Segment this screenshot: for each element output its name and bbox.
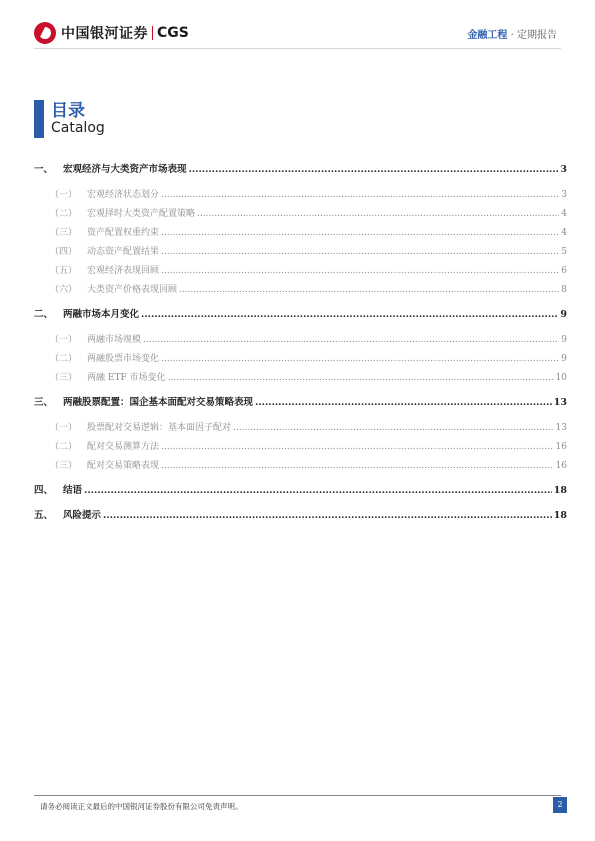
toc-subsection-entry[interactable] xyxy=(34,326,567,345)
toc-number: 二、 xyxy=(34,309,54,320)
logo-english-name: CGS xyxy=(157,25,189,41)
catalog-title-en: Catalog xyxy=(51,120,105,136)
toc-leader-dots xyxy=(168,373,554,383)
toc-page-number: 8 xyxy=(561,285,567,295)
toc-leader-dots xyxy=(233,423,554,433)
toc-page-number: 4 xyxy=(561,209,567,219)
toc-number: （二） xyxy=(50,209,78,219)
toc-number: 一、 xyxy=(34,164,54,175)
footer-disclaimer: 请务必阅读正文最后的中国银河证券股份有限公司免责声明。 xyxy=(40,802,243,811)
toc-leader-dots xyxy=(161,266,559,276)
toc-section-entry[interactable] xyxy=(34,301,567,320)
toc-label: 宏观经济与大类资产市场表现 xyxy=(63,164,187,175)
toc-number: （三） xyxy=(50,228,78,238)
toc-number: （二） xyxy=(50,354,78,364)
toc-label: 两融 ETF 市场变化 xyxy=(87,373,166,383)
toc-label: 两融股票配置：国企基本面配对交易策略表现 xyxy=(63,397,254,408)
toc-section-entry[interactable] xyxy=(34,477,567,496)
report-type-label: 定期报告 xyxy=(517,30,557,41)
toc-number: （六） xyxy=(50,285,78,295)
toc-number: 四、 xyxy=(34,485,54,496)
toc-number: （二） xyxy=(50,442,78,452)
toc-number: （一） xyxy=(50,423,78,433)
toc-number: （五） xyxy=(50,266,78,276)
toc-leader-dots xyxy=(141,310,558,320)
toc-number: （三） xyxy=(50,373,78,383)
toc-leader-dots xyxy=(179,285,559,295)
toc-leader-dots xyxy=(161,461,554,471)
toc-subsection-entry[interactable] xyxy=(34,414,567,433)
page-number: 2 xyxy=(553,797,567,813)
toc-page-number: 13 xyxy=(553,397,567,408)
toc-leader-dots xyxy=(143,335,559,345)
table-of-contents xyxy=(34,156,567,521)
toc-section-entry[interactable] xyxy=(34,156,567,175)
toc-page-number: 3 xyxy=(560,164,567,175)
toc-label: 股票配对交易逻辑：基本面因子配对 xyxy=(87,423,232,433)
toc-page-number: 3 xyxy=(561,190,567,200)
toc-leader-dots xyxy=(189,165,559,175)
toc-subsection-entry[interactable] xyxy=(34,238,567,257)
toc-label: 配对交易策略表现 xyxy=(87,461,160,471)
toc-label: 宏观经济表现回顾 xyxy=(87,266,160,276)
footer-divider xyxy=(34,795,561,796)
toc-label: 大类资产价格表现回顾 xyxy=(87,285,178,295)
toc-number: 五、 xyxy=(34,510,54,521)
toc-leader-dots xyxy=(103,511,552,521)
toc-subsection-entry[interactable] xyxy=(34,452,567,471)
toc-subsection-entry[interactable] xyxy=(34,345,567,364)
toc-page-number: 18 xyxy=(553,485,567,496)
toc-leader-dots xyxy=(161,354,559,364)
toc-label: 风险提示 xyxy=(63,510,102,521)
toc-leader-dots xyxy=(161,228,559,238)
toc-label: 结语 xyxy=(63,485,83,496)
toc-label: 动态资产配置结果 xyxy=(87,247,160,257)
toc-leader-dots xyxy=(84,486,552,496)
logo-chinese-name: 中国银河证券 xyxy=(61,26,148,42)
toc-leader-dots xyxy=(161,247,559,257)
toc-page-number: 16 xyxy=(555,442,567,452)
toc-label: 两融市场本月变化 xyxy=(63,309,140,320)
toc-subsection-entry[interactable] xyxy=(34,433,567,452)
toc-subsection-entry[interactable] xyxy=(34,364,567,383)
cgs-logo-icon xyxy=(34,22,56,44)
toc-leader-dots xyxy=(161,442,554,452)
category-separator: · xyxy=(510,30,514,41)
logo-divider xyxy=(152,26,153,40)
toc-leader-dots xyxy=(197,209,559,219)
toc-label: 两融市场规模 xyxy=(87,335,142,345)
toc-page-number: 9 xyxy=(560,309,567,320)
toc-page-number: 10 xyxy=(555,373,567,383)
toc-number: 三、 xyxy=(34,397,54,408)
title-accent-bar xyxy=(34,100,44,138)
page-header xyxy=(0,0,595,60)
toc-subsection-entry[interactable] xyxy=(34,257,567,276)
toc-page-number: 4 xyxy=(561,228,567,238)
toc-label: 配对交易测算方法 xyxy=(87,442,160,452)
toc-page-number: 13 xyxy=(555,423,567,433)
toc-page-number: 9 xyxy=(561,354,567,364)
toc-page-number: 5 xyxy=(561,247,567,257)
toc-label: 宏观择时大类资产配置策略 xyxy=(87,209,196,219)
toc-leader-dots xyxy=(161,190,559,200)
toc-page-number: 18 xyxy=(553,510,567,521)
toc-subsection-entry[interactable] xyxy=(34,219,567,238)
toc-label: 资产配置权重约束 xyxy=(87,228,160,238)
toc-label: 两融股票市场变化 xyxy=(87,354,160,364)
toc-number: （一） xyxy=(50,335,78,345)
toc-page-number: 16 xyxy=(555,461,567,471)
toc-subsection-entry[interactable] xyxy=(34,200,567,219)
toc-subsection-entry[interactable] xyxy=(34,181,567,200)
company-logo xyxy=(34,22,189,44)
toc-page-number: 6 xyxy=(561,266,567,276)
toc-leader-dots xyxy=(255,398,552,408)
toc-subsection-entry[interactable] xyxy=(34,276,567,295)
toc-number: （一） xyxy=(50,190,78,200)
header-divider xyxy=(34,48,561,49)
toc-page-number: 9 xyxy=(561,335,567,345)
toc-number: （四） xyxy=(50,247,78,257)
toc-section-entry[interactable] xyxy=(34,502,567,521)
toc-number: （三） xyxy=(50,461,78,471)
report-category xyxy=(467,26,557,41)
catalog-title-cn: 目录 xyxy=(51,101,85,121)
toc-label: 宏观经济状态划分 xyxy=(87,190,160,200)
category-label: 金融工程 xyxy=(467,30,508,41)
toc-section-entry[interactable] xyxy=(34,389,567,408)
